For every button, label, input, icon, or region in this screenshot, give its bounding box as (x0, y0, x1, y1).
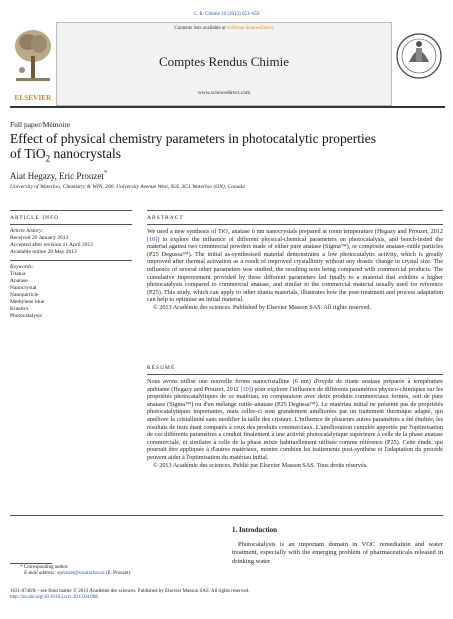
resume-rule (147, 374, 443, 375)
info-rule-top (10, 210, 132, 211)
email-label: E-mail address: (24, 571, 58, 577)
elsevier-logo (10, 22, 56, 104)
contents-prefix: Contents lists available at (174, 26, 227, 31)
article-info-heading: ARTICLE INFO (10, 215, 60, 221)
title-subscript: 2 (45, 153, 51, 164)
resume-body (147, 378, 443, 469)
body-rule (10, 515, 443, 516)
keyword-item: Anatase (10, 278, 28, 284)
keywords-label: Keywords: (10, 264, 34, 270)
keyword-item: Titania (10, 271, 26, 277)
history-accepted: Accepted after revision 11 April 2013 (10, 242, 94, 248)
title-line2-suffix: nanocrystals (50, 146, 122, 161)
abstract-body (147, 228, 443, 312)
academie-seal (393, 22, 445, 104)
info-rule-mid (10, 224, 132, 225)
contents-available (57, 26, 391, 31)
footnote-corresponding: Corresponding author. (23, 565, 69, 570)
abstract-heading: ABSTRACT (147, 215, 184, 221)
footnote-mark: * (20, 565, 23, 570)
keyword-item: Photocatalysis (10, 313, 42, 319)
email-link[interactable]: eprouzet@uwaterloo.ca (57, 571, 105, 577)
title-line2-prefix: of TiO (10, 146, 46, 161)
journal-url[interactable]: www.sciencedirect.com (197, 90, 251, 96)
elsevier-wordmark: ELSEVIER (14, 94, 52, 102)
history-received: Received 29 January 2013 (10, 235, 69, 241)
academie-seal-icon (393, 22, 445, 104)
affiliation: University of Waterloo, Chemistry & WIN, 200, University Avenue West, N2L 3G1 Waterloo (ON), Canada (10, 184, 245, 190)
page-footer (10, 589, 443, 601)
history-online: Available online 28 May 2013 (10, 249, 77, 255)
abstract-text-b: ) to explore the influence of different physical-chemical parameters on photocatalysis, and bench-tested the material against two commercial powders made of either pure anatase (Sigma™), or composite anatase–rutile particles (P25 Degussa™). The initial as-synthesised material demonstrates a low photocatalytic activity, which is greatly improved after thermal activation as a result of improved crystallinity without any drastic change in crystal size. The influence of several other parameters was studied, the resulting tests being compared with commercial products. The cumulative improvement provided by these different parameters led finally to a material that exhibits a higher photocatalysis compared to commercial anatase, and similar to the commercial material usually used for reference (P25). This study, which can apply to other titania materials, illustrates how the post-treatment and process adaptation can help to optimise an initial material. (147, 235, 443, 304)
journal-header (56, 22, 392, 106)
keyword-item: Nanoparticle (10, 292, 39, 298)
elsevier-tree-icon (10, 22, 56, 92)
footnote (10, 565, 220, 577)
email-suffix: (E. Prouzet). (104, 571, 132, 577)
resume-copyright: © 2013 Académie des sciences. Publié par Elsevier Masson SAS. Tous droits réservés. (153, 461, 368, 469)
journal-title: Comptes Rendus Chimie (159, 54, 289, 69)
resume-heading: RÉSUMÉ (147, 365, 176, 371)
article-history (10, 228, 132, 256)
title-line1: Effect of physical chemistry parameters in photocatalytic properties (10, 131, 376, 146)
footnote-rule (10, 563, 52, 564)
resume-ref-link[interactable]: [10] (240, 385, 251, 393)
author-names: Aiat Hegazy, Eric Prouzet (10, 171, 104, 181)
introduction-heading: 1. Introduction (232, 526, 277, 534)
keyword-item: Nanocrystal (10, 285, 37, 291)
keywords (10, 264, 132, 320)
abstract-ref-link[interactable]: [10] (147, 235, 158, 243)
footer-copyright: 1631-0748/$ – see front matter © 2013 Académie des sciences. Published by Elsevier Masson SAS. All rights reserved. (10, 589, 250, 594)
abstract-text-a: We used a new synthesis of TiO₂ anatase 6 nm nanocrystals prepared at room temperature (Hegazy and Prouzet, 2012 (147, 228, 443, 235)
keyword-item: Kinetics (10, 306, 29, 312)
resume-text-a: Nous avons utilisé une nouvelle forme nanocristalline (6 nm) d'oxyde de titane anatase préparée à température ambiante (Hegazy and Prouzet, 2012 (147, 378, 443, 393)
authors (10, 168, 108, 181)
sciencedirect-link[interactable]: SciVerse ScienceDirect (226, 26, 274, 31)
journal-citation: C. R. Chimie 16 (2013) 651–659 (193, 12, 260, 17)
doi-link[interactable]: http://dx.doi.org/10.1016/j.crci.2013.04.008 (10, 595, 98, 601)
section-type: Full paper/Mémoire (10, 120, 71, 129)
keyword-item: Methylene blue (10, 299, 45, 305)
introduction-text: Photocatalysis is an important domain in VOC remediation and water treatment, especially with the emerging problem of pharmaceuticals released in drinking water (232, 541, 443, 565)
abstract-copyright: © 2013 Académie des sciences. Published by Elsevier Masson SAS. All rights reserved. (153, 303, 371, 311)
history-label: Article history: (10, 228, 44, 234)
corresponding-author-mark[interactable]: * (103, 168, 108, 177)
info-rule-keywords (10, 260, 132, 261)
header-rule (10, 106, 445, 108)
resume-text-b: ) pour explorer l'influence de différents paramètres physico-chimiques sur les propriétés photocatalytiques de ce matériau, en comparaison avec deux produits commerciaux formés, soit de pure anatase (Sigma™) ou d'un mélange rutile–anatase (P25 Degussa™). Le matériau initial ne présente pas de propriétés photocatalytiques importantes, mais celles-ci sont grandement améliorées par un traitement thermique adapté, qui améliore la cristallinité sans modifier la taille des cristaux. L'influence de plusieurs autres paramètres a été étudiée, les résultats de tests étant comparés à ceux des produits commerciaux. L'amélioration cumulée apportée par l'optimisation de ces différents paramètres a conduit finalement à une activité photocatalytique supérieure à celle de la phase anatase commerciale, et similaire à celle de la phase mixte habituellement utilisée comme référence (P25). Cette étude, qui pourrait être appliquée à d'autres matériaux, montre combien les traitements post-synthèse et l'adaptation du procédé peuvent aider à l'optimisation du matériau initial. (147, 385, 444, 461)
abstract-rule-mid (147, 224, 443, 225)
article-title (10, 131, 440, 167)
abstract-rule-top (147, 210, 443, 211)
